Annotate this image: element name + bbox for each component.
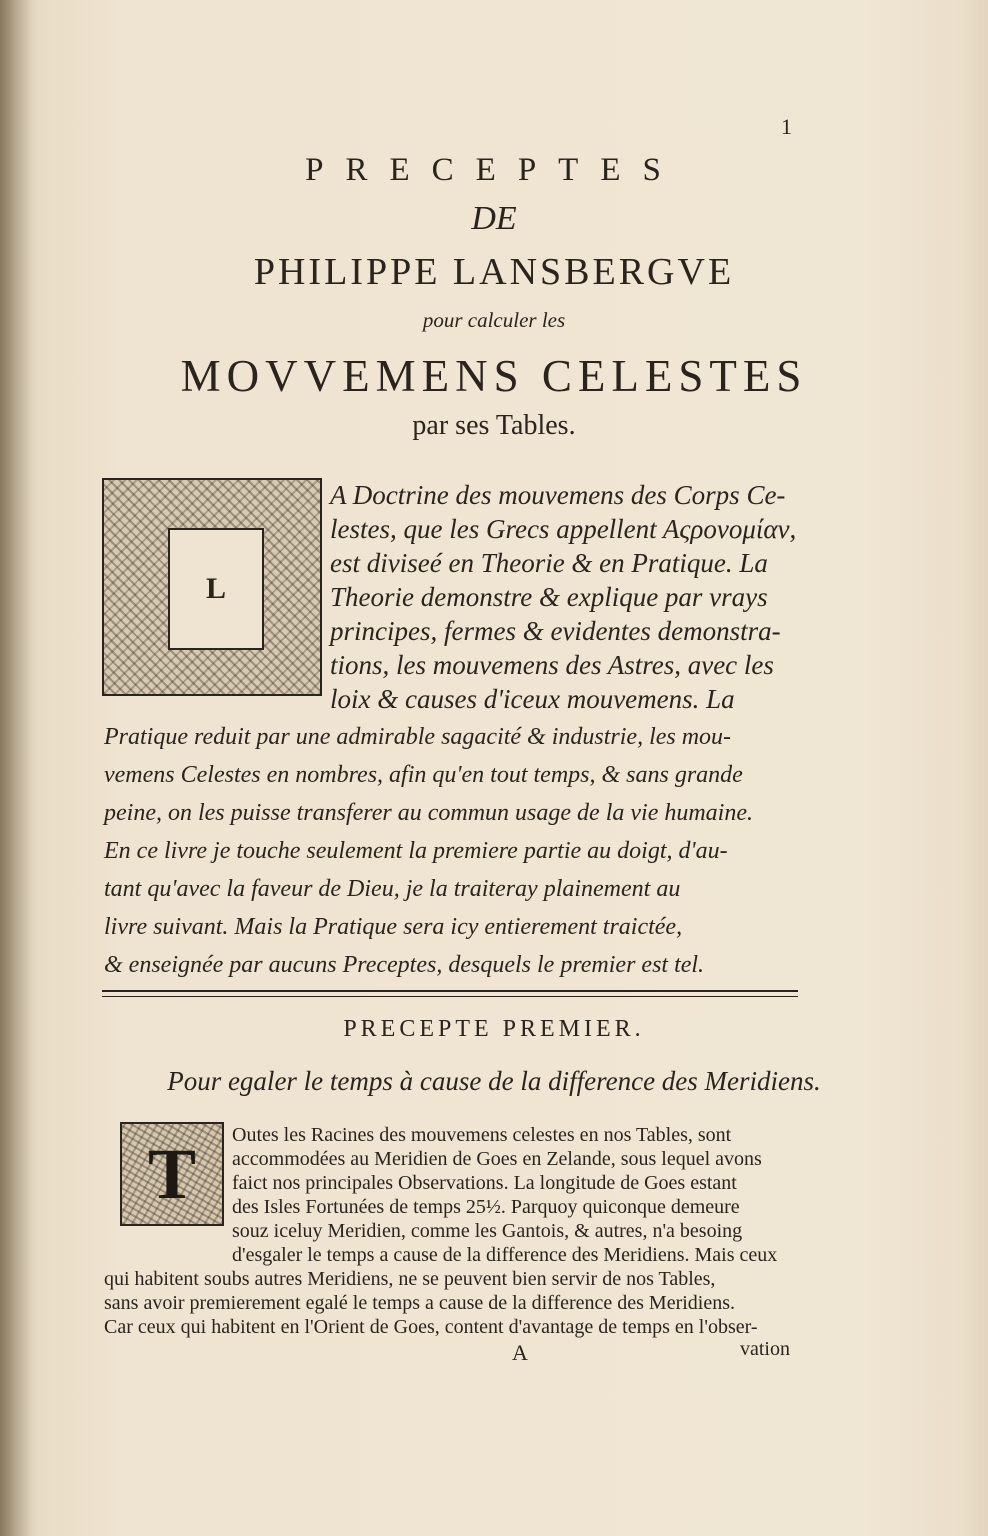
precept-line: qui habitent soubs autres Meridiens, ne se peuvent bien servir de nos Tables,: [104, 1268, 716, 1290]
intro-line: Theorie demonstre & explique par vrays: [330, 582, 768, 612]
intro-line: principes, fermes & evidentes demonstra-: [330, 616, 781, 646]
title-line-4: pour calculer les: [422, 308, 566, 332]
intro-line: A Doctrine des mouvemens des Corps Ce-: [330, 480, 786, 510]
intro-line: tant qu'avec la faveur de Dieu, je la traiteray plainement au: [104, 876, 681, 902]
intro-line: vemens Celestes en nombres, afin qu'en tout temps, & sans grande: [104, 762, 743, 788]
ornamental-initial-l: [102, 478, 322, 696]
intro-line: peine, on les puisse transferer au commun usage de la vie humaine.: [104, 800, 753, 826]
title-line-1: PRECEPTES: [305, 152, 683, 188]
intro-line: tions, les mouvemens des Astres, avec les: [330, 650, 774, 680]
intro-line: En ce livre je touche seulement la premiere partie au doigt, d'au-: [104, 838, 728, 864]
intro-line: livre suivant. Mais la Pratique sera icy entierement traictée,: [104, 914, 683, 940]
ornamental-initial-t: [120, 1122, 224, 1226]
title-line-3: PHILIPPE LANSBERGVE: [253, 251, 735, 293]
precept-line: souz iceluy Meridien, comme les Gantois, & autres, n'a besoing: [232, 1220, 743, 1242]
initial-letter: L: [168, 528, 264, 650]
catchword: vation: [740, 1338, 790, 1360]
divider-rule-thin: [102, 996, 798, 997]
title-line-2: DE: [471, 200, 517, 237]
signature-mark: A: [512, 1340, 528, 1365]
precept-subtitle: Pour egaler le temps à cause de la difference des Meridiens.: [167, 1066, 821, 1096]
intro-line: est diviseé en Theorie & en Pratique. La: [330, 548, 768, 578]
title-line-6: par ses Tables.: [412, 410, 576, 441]
precept-line: des Isles Fortunées de temps 25½. Parquoy quiconque demeure: [232, 1196, 740, 1218]
divider-rule: [102, 990, 798, 992]
intro-line: loix & causes d'iceux mouvemens. La: [330, 684, 735, 714]
precept-line: accommodées au Meridien de Goes en Zelande, sous lequel avons: [232, 1148, 762, 1170]
precept-line: faict nos principales Observations. La longitude de Goes estant: [232, 1172, 737, 1194]
precept-line: d'esgaler le temps a cause de la difference des Meridiens. Mais ceux: [232, 1244, 778, 1266]
intro-line: Pratique reduit par une admirable sagacité & industrie, les mou-: [104, 724, 732, 750]
precept-line: Car ceux qui habitent en l'Orient de Goes, content d'avantage de temps en l'obser-: [104, 1316, 758, 1338]
intro-line: lestes, que les Grecs appellent Aςρονομίαν,: [330, 514, 797, 544]
precept-line: Outes les Racines des mouvemens celestes en nos Tables, sont: [232, 1124, 732, 1146]
intro-line: & enseignée par aucuns Preceptes, desquels le premier est tel.: [104, 952, 705, 978]
precept-heading: PRECEPTE PREMIER.: [343, 1016, 645, 1042]
initial-letter: T: [147, 1133, 197, 1214]
page-number: 1: [781, 114, 792, 139]
precept-line: sans avoir premierement egalé le temps a cause de la difference des Meridiens.: [104, 1292, 736, 1314]
title-line-5: MOVVEMENS CELESTES: [180, 351, 808, 401]
